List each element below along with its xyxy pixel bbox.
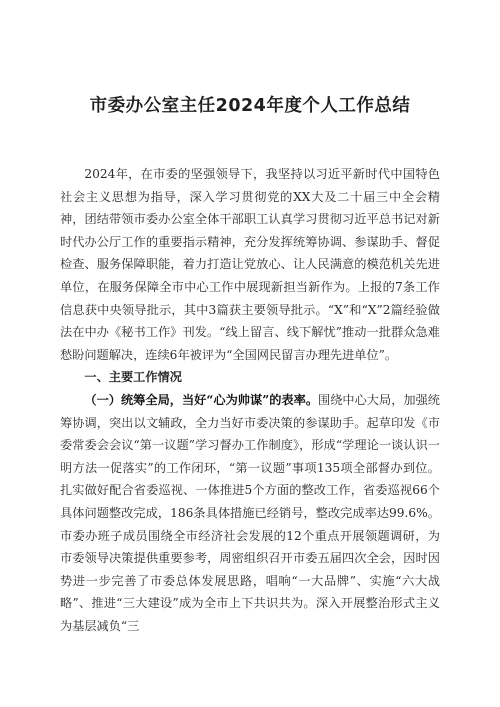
document-body	[60, 163, 440, 637]
document-title: 市委办公室主任2024年度个人工作总结	[89, 96, 411, 116]
section-heading: 一、主要工作情况	[84, 370, 182, 385]
subsection-body: 围绕中心大局，加强统筹协调，突出以文辅政，全力当好市委决策的参谋助手。起草印发《市委常委会会议“第一议题”学习督办工作制度》，形成“学理论一谈认识一明方法一促落实”的工作闭环，“第一议题”事项135项全部督办到位。扎实做好配合省委巡视、一体推进5个方面的整改工作，省委巡视66个具体问题整改完成，186条具体措施已经销号，整改完成率达99.6%。市委办班子成员围绕全市经济社会发展的12个重点开展领题调研，为市委领导决策提供重要参考，周密组织召开市委五届四次全会，因时因势进一步完善了市委总体发展思路，唱响“一大品牌”、实施“六大战略”、推进“三大建设”成为全市上下共识共为。深入开展整治形式主义为基层减负“三	[60, 392, 440, 633]
subsection-heading: （一）统筹全局，当好“心为帅谋”的表率。	[84, 392, 319, 407]
subsection-paragraph	[60, 389, 440, 638]
intro-paragraph: 2024年，在市委的坚强领导下，我坚持以习近平新时代中国特色社会主义思想为指导，深入学习贯彻党的XX大及二十届三中全会精神，团结带领市委办公室全体干部职工认真学习贯彻习近平总书记对新时代办公厅工作的重要指示精神，充分发挥统筹协调、参谋助手、督促检查、服务保障职能，着力打造让党放心、让人民满意的模范机关先进单位，在服务保障全市中心工作中展现新担当新作为。上报的7条工作信息获中央领导批示，其中3篇获主要领导批示。“X”和“X”2篇经验做法在中办《秘书工作》刊发。“线上留言、线下解忧”推动一批群众急难愁盼问题解决，连续6年被评为“全国网民留言办理先进单位”。	[60, 167, 440, 362]
